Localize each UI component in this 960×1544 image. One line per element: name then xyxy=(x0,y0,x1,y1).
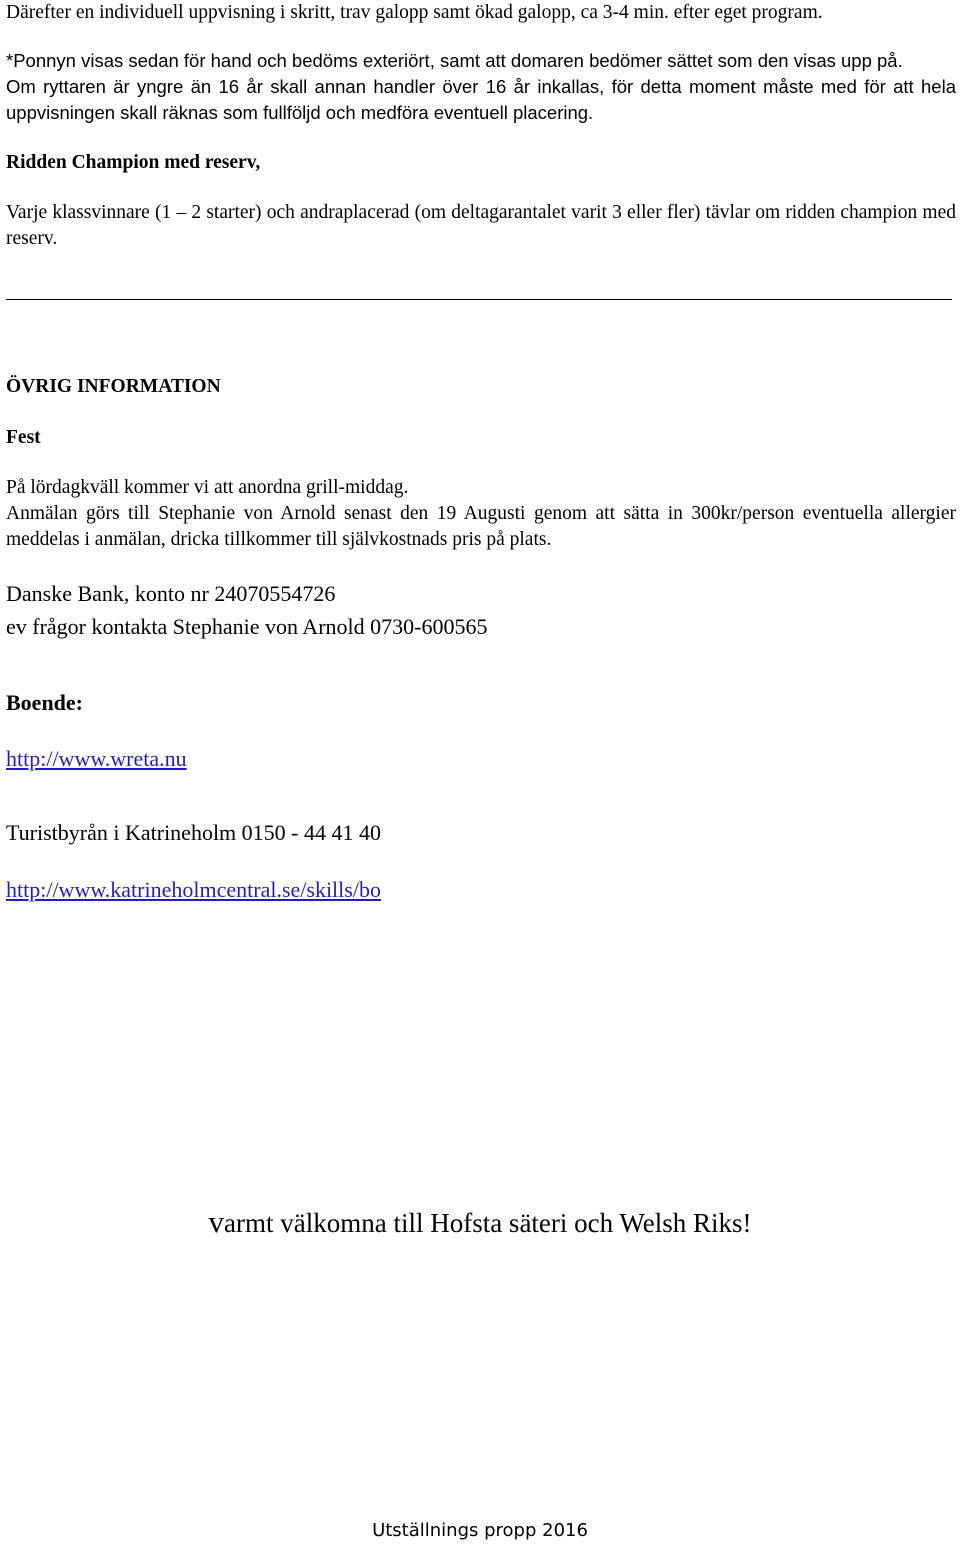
champion-heading: Ridden Champion med reserv, xyxy=(6,152,261,173)
bank-account: Danske Bank, konto nr 24070554726 xyxy=(6,581,336,606)
closing-initial: v xyxy=(208,1204,224,1239)
fest-line-2: Anmälan görs till Stephanie von Arnold senast den 19 Augusti genom att sätta in 300kr/person eventuella allergier meddelas i anmälan, dricka tillkommer till självkostnads pris på plats. xyxy=(6,503,956,550)
info-heading: ÖVRIG INFORMATION xyxy=(6,376,221,397)
intro-paragraph-3: Om ryttaren är yngre än 16 år skall annan handler över 16 år inkallas, för detta moment måste med för att hela uppvisningen skall räknas som fullföljd och medföra eventuell placering. xyxy=(6,76,956,123)
lodging-heading: Boende: xyxy=(6,690,83,715)
katrineholm-link[interactable]: http://www.katrineholmcentral.se/skills/bo xyxy=(6,877,381,902)
page-footer: Utställnings propp 2016 xyxy=(372,1520,588,1541)
fest-line-1: På lördagkväll kommer vi att anordna grill-middag. xyxy=(6,477,409,498)
section-divider xyxy=(6,299,952,300)
lodging-link-row-2 xyxy=(6,876,956,904)
wreta-link[interactable]: http://www.wreta.nu xyxy=(6,746,187,771)
fest-heading: Fest xyxy=(6,427,41,448)
closing-text: armt välkomna till Hofsta säteri och Welsh Riks! xyxy=(224,1208,752,1238)
lodging-link-row-1 xyxy=(6,745,956,773)
contact-info: ev frågor kontakta Stephanie von Arnold 0730-600565 xyxy=(6,614,488,639)
champion-text: Varje klassvinnare (1 – 2 starter) och andraplacerad (om deltagarantalet varit 3 eller fler) tävlar om ridden champion med reserv. xyxy=(6,202,956,249)
intro-paragraph-2: *Ponnyn visas sedan för hand och bedöms exteriört, samt att domaren bedömer sättet som den visas upp på. xyxy=(6,50,903,71)
intro-paragraph-1: Därefter en individuell uppvisning i skritt, trav galopp samt ökad galopp, ca 3-4 min. efter eget program. xyxy=(6,2,823,23)
closing-greeting xyxy=(0,1205,960,1240)
tourist-office: Turistbyrån i Katrineholm 0150 - 44 41 40 xyxy=(6,820,381,845)
